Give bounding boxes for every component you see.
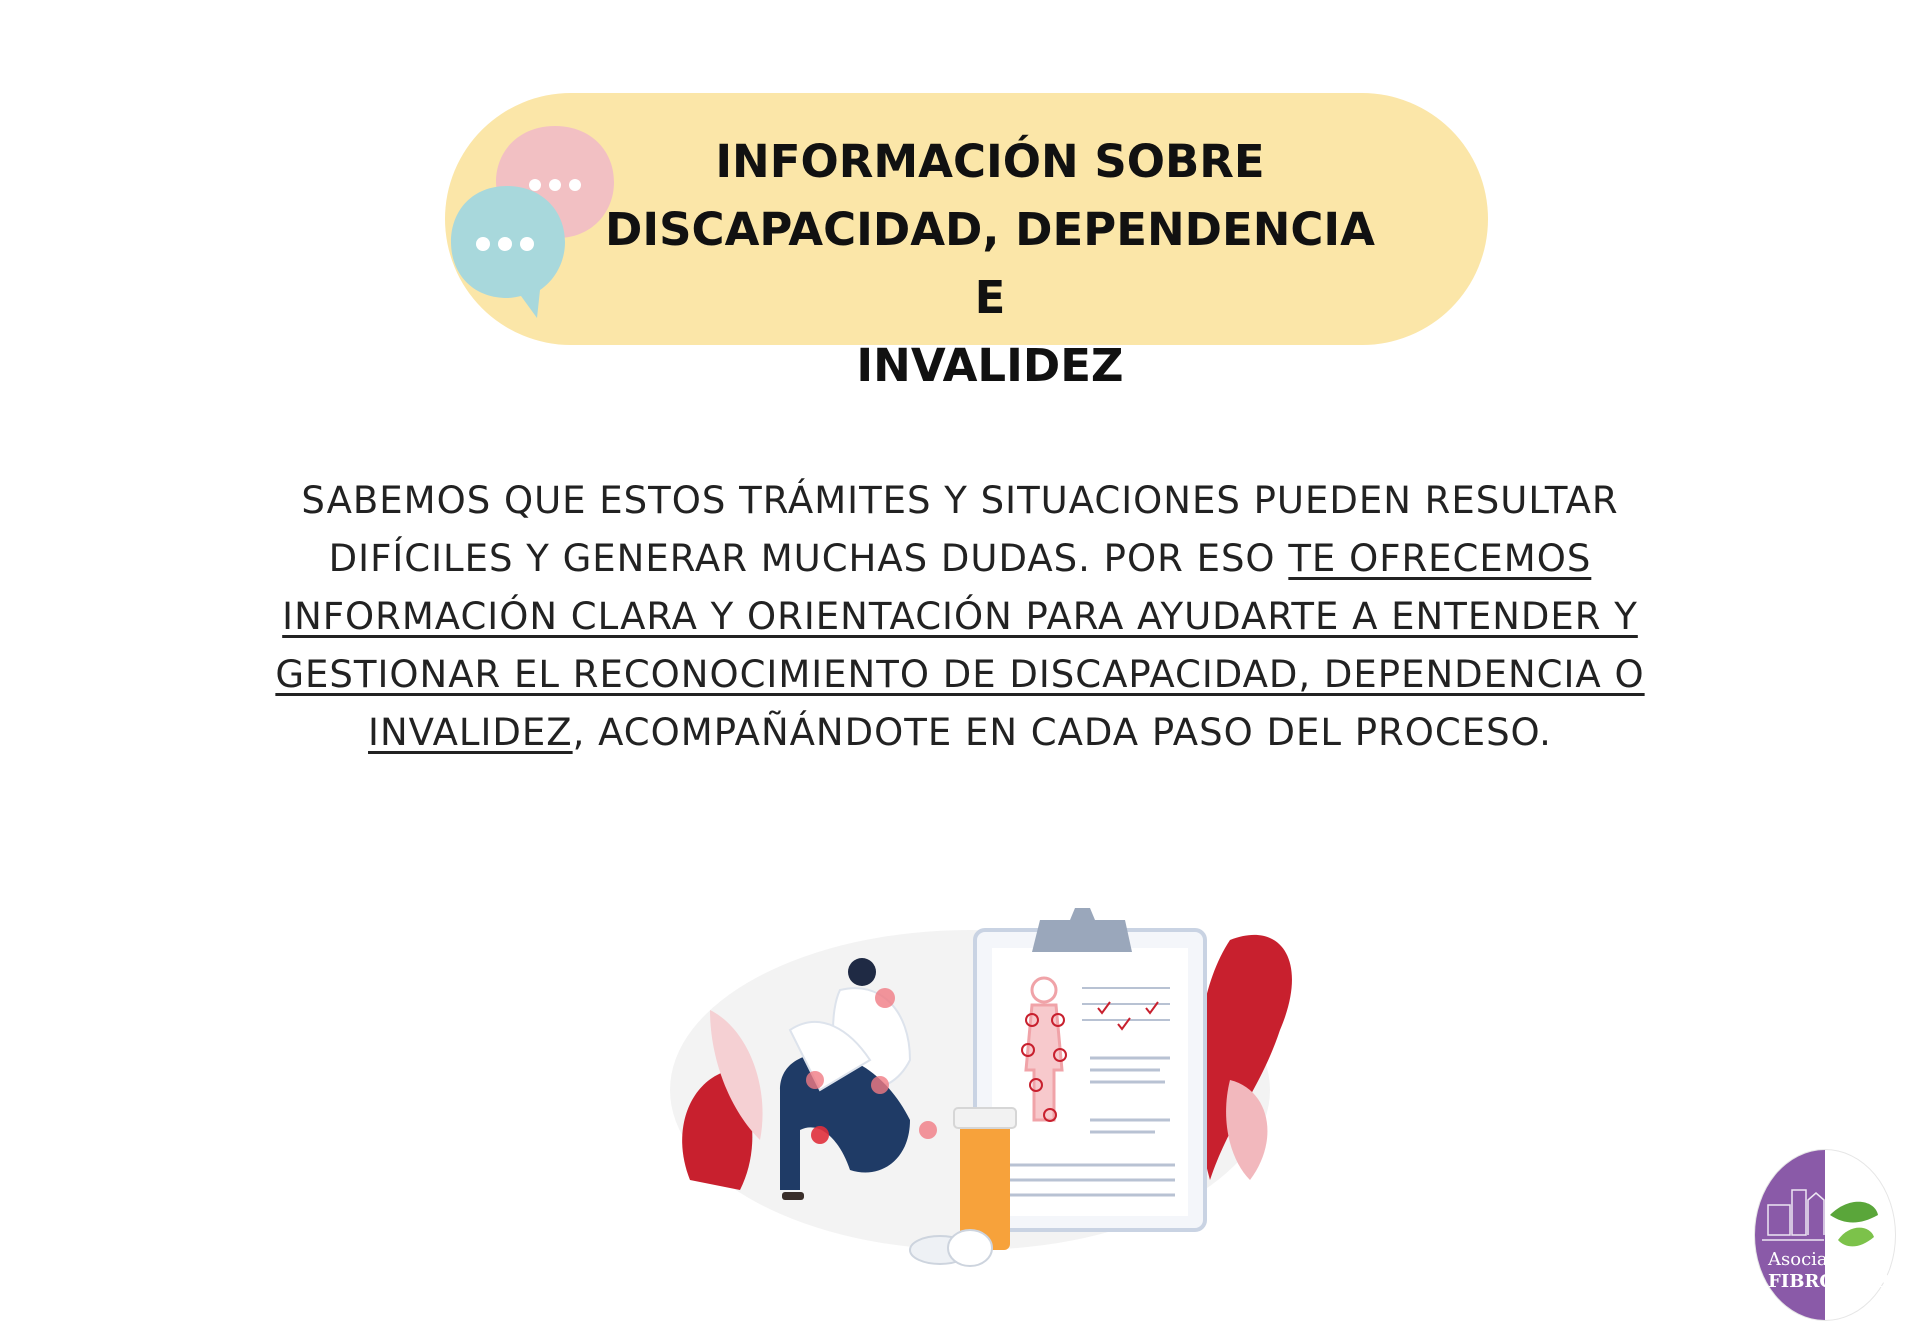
intro-text: SABEMOS QUE ESTOS TRÁMITES Y SITUACIONES PUEDEN RESULTAR DIFÍCILES Y GENERAR MUCHAS DUDAS. POR ESO: [301, 479, 1619, 580]
medical-report-illustration: [670, 880, 1310, 1280]
logo-line-1: Asociación: [1768, 1249, 1866, 1270]
association-logo: [1750, 1145, 1900, 1325]
intro-highlight: TE OFRECEMOS INFORMACIÓN CLARA Y ORIENTACIÓN PARA AYUDARTE A ENTENDER Y GESTIONAR EL RECONOCIMIENTO DE DISCAPACIDAD, DEPENDENCIA O INVALIDEZ: [275, 537, 1645, 754]
page-title: [600, 128, 1380, 400]
title-line: INVALIDEZ: [856, 339, 1124, 392]
intro-text-end: , ACOMPAÑÁNDOTE EN CADA PASO DEL PROCESO.: [572, 711, 1552, 754]
title-line: INFORMACIÓN SOBRE: [715, 135, 1265, 188]
title-line: DISCAPACIDAD, DEPENDENCIA E: [605, 203, 1375, 324]
intro-paragraph: [230, 472, 1690, 762]
logo-line-2: FIBROTLAR: [1768, 1271, 1891, 1292]
chat-bubble-blue-icon: [445, 180, 575, 320]
